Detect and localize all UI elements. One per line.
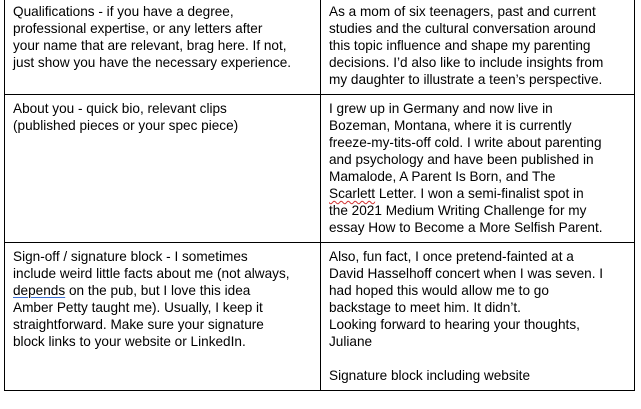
blank-line <box>329 350 630 367</box>
example-cell-about-you[interactable] <box>321 95 635 243</box>
text-line: studies and the cultural conversation around <box>329 21 596 36</box>
text-line: Looking forward to hearing your thoughts, <box>329 317 580 332</box>
text-line <box>329 185 630 202</box>
signature-block-note: Signature block including website <box>329 368 531 383</box>
grammar-flagged-word[interactable]: depends <box>13 283 66 298</box>
text-line: (published pieces or your spec piece) <box>13 118 239 133</box>
text-line: Bozeman, Montana, where it is currently <box>329 118 572 133</box>
table-row <box>5 0 635 95</box>
table-row <box>5 95 635 243</box>
text-line: professional expertise, or any letters after <box>13 21 263 36</box>
text-line: block links to your website or LinkedIn. <box>13 334 246 349</box>
text-line: Also, fun fact, I once pretend-fainted at a <box>329 249 574 264</box>
text-line: About you - quick bio, relevant clips <box>13 101 227 116</box>
pitch-outline-table <box>4 0 635 391</box>
text-line: my daughter to illustrate a teen’s perspective. <box>329 72 603 87</box>
text-line: essay How to Become a More Selfish Parent. <box>329 220 603 235</box>
guidance-cell-about-you[interactable] <box>5 95 321 243</box>
text-line: freeze-my-tits-off cold. I write about parenting <box>329 135 602 150</box>
text-line: David Hasselhoff concert when I was seven. I <box>329 266 604 281</box>
text-line: and psychology and have been published in <box>329 152 594 167</box>
text-line: decisions. I’d also like to include insights from <box>329 55 604 70</box>
text-line: backstage to meet him. It didn’t. <box>329 300 521 315</box>
text-fragment: on the pub, but I love this idea <box>65 283 251 298</box>
example-cell-qualifications[interactable] <box>321 0 635 95</box>
text-line: the 2021 Medium Writing Challenge for my <box>329 203 587 218</box>
guidance-cell-sign-off[interactable] <box>5 243 321 391</box>
text-line: Amber Petty taught me). Usually, I keep it <box>13 300 263 315</box>
text-fragment: Letter. I won a semi-finalist spot in <box>375 186 584 201</box>
text-line: I grew up in Germany and now live in <box>329 101 553 116</box>
signature-name: Juliane <box>329 334 373 349</box>
text-line: include weird little facts about me (not always, <box>13 266 290 281</box>
text-line: had hoped this would allow me to go <box>329 283 549 298</box>
text-line: Mamalode, A Parent Is Born, and The <box>329 169 556 184</box>
text-line <box>13 282 316 299</box>
text-line: As a mom of six teenagers, past and current <box>329 4 596 19</box>
text-line: just show you have the necessary experience. <box>13 55 292 70</box>
spellcheck-flagged-word[interactable]: Scarlett <box>329 186 376 201</box>
example-cell-sign-off[interactable] <box>321 243 635 391</box>
table-row <box>5 243 635 391</box>
text-line: this topic influence and shape my parenting <box>329 38 591 53</box>
guidance-cell-qualifications[interactable] <box>5 0 321 95</box>
text-line: your name that are relevant, brag here. If not, <box>13 38 287 53</box>
text-line: Qualifications - if you have a degree, <box>13 4 234 19</box>
text-line: straightforward. Make sure your signature <box>13 317 264 332</box>
text-line: Sign-off / signature block - I sometimes <box>13 249 248 264</box>
